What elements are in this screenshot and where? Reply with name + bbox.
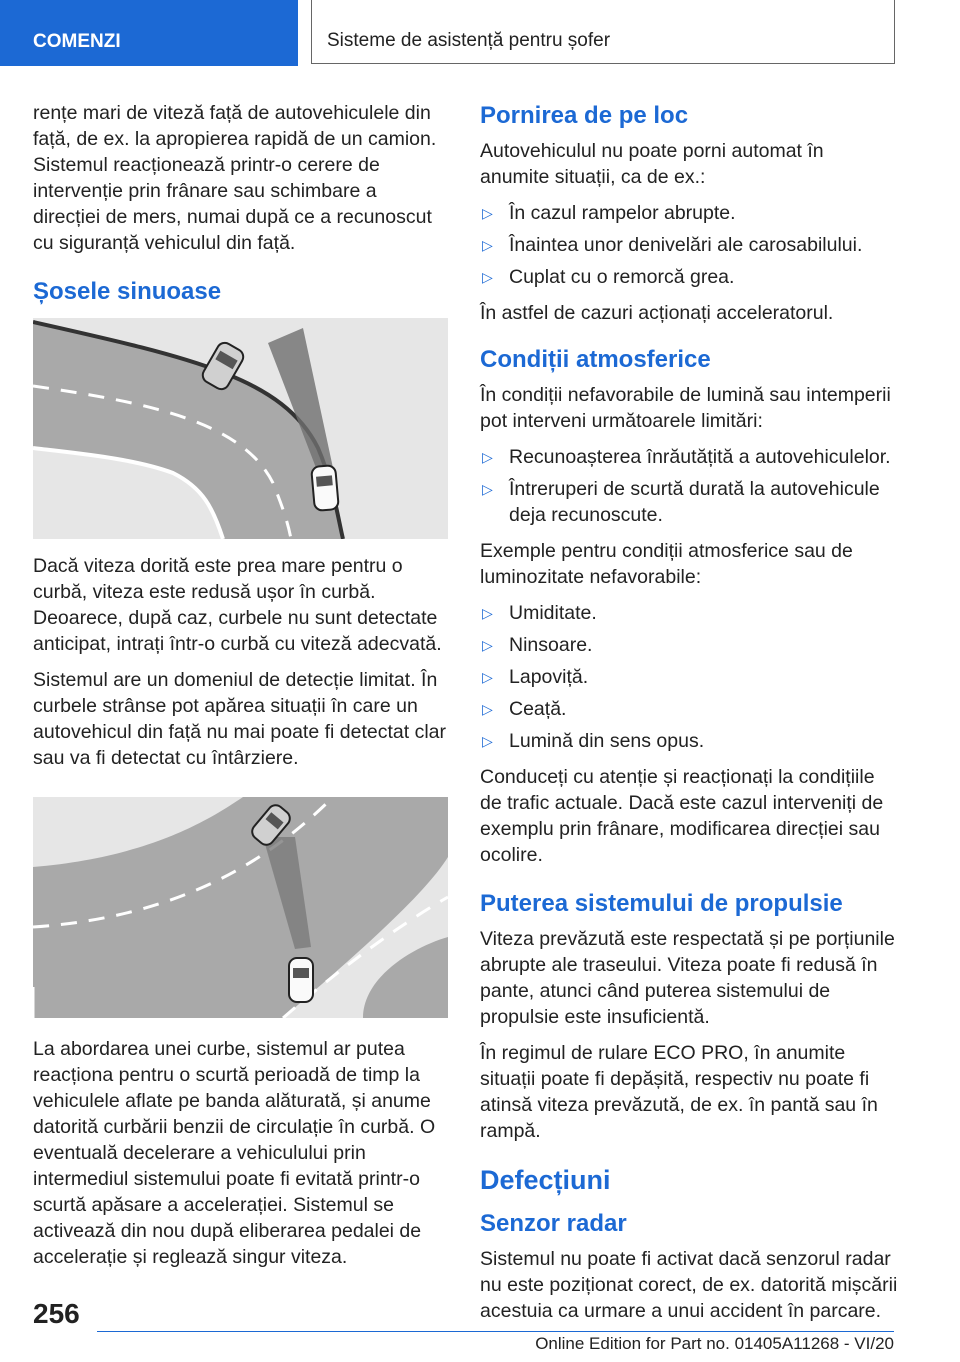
list-item: ▷ Lapoviță.	[482, 666, 589, 688]
bullet-triangle-icon: ▷	[482, 237, 493, 253]
paragraph-puterea-2: În regimul de rulare ECO PRO, în anumite situații poate fi depășită, respectiv nu poate fi atinsă viteza prevăzută, de ex. în pantă sau în rampă.	[480, 1042, 878, 1142]
list-pornirea	[480, 200, 898, 290]
page-header	[0, 0, 960, 66]
bullet-triangle-icon: ▷	[482, 669, 493, 685]
illustration-curve-road-2	[33, 797, 448, 1018]
list-item: ▷ Întreruperi de scurtă durată la autovehicule deja recunoscute.	[482, 478, 880, 526]
list-item: ▷ Ninsoare.	[482, 634, 593, 656]
paragraph-viteza-curba: Dacă viteza dorită este prea mare pentru o curbă, viteza este redusă ușor în curbă. Deoarece, după caz, curbele nu sunt detectate anticipat, intrați într-o curbă cu viteză adecvată.	[33, 555, 442, 655]
paragraph-pornirea: Autovehiculul nu poate porni automat în anumite situații, ca de ex.:	[480, 140, 824, 188]
paragraph-conditii: În condiții nefavorabile de lumină sau intemperii pot interveni următoarele limitări:	[480, 384, 891, 432]
paragraph-intro: rențe mari de viteză față de autovehiculele din față, de ex. la apropierea rapidă de un camion. Sistemul reacționează printr-o cerere de intervenție prin frânare sau schimbare a direcției de mers, numai după ce a recunoscut cu siguranță vehiculul din față.	[33, 102, 437, 254]
list-item: ▷ Cuplat cu o remorcă grea.	[482, 266, 735, 288]
heading-puterea-sistemului: Puterea sistemului de propulsie	[480, 890, 843, 917]
heading-defectiuni: Defecțiuni	[480, 1165, 611, 1195]
bullet-triangle-icon: ▷	[482, 449, 493, 465]
right-column	[480, 100, 898, 1334]
bullet-triangle-icon: ▷	[482, 733, 493, 749]
left-column	[33, 100, 448, 1280]
bullet-triangle-icon: ▷	[482, 701, 493, 717]
list-item: ▷ În cazul rampelor abrupte.	[482, 202, 736, 224]
list-item: ▷ Ceață.	[482, 698, 567, 720]
list-item: ▷ Recunoașterea înrăutățită a autovehiculelor.	[482, 446, 891, 468]
list-item: ▷ Lumină din sens opus.	[482, 730, 705, 752]
bullet-triangle-icon: ▷	[482, 481, 493, 497]
bullet-triangle-icon: ▷	[482, 637, 493, 653]
heading-sosele-sinuoase: Șosele sinuoase	[33, 278, 222, 305]
page-number: 256	[33, 1298, 80, 1329]
heading-senzor-radar: Senzor radar	[480, 1210, 627, 1237]
list-exemple	[480, 600, 898, 754]
paragraph-conduceti: Conduceți cu atenție și reacționați la condițiile de trafic actuale. Dacă este cazul interveniți de exemplu prin frânare, modificarea direcției sau ocolire.	[480, 766, 884, 866]
car-rear	[289, 958, 313, 1002]
footer-edition: Online Edition for Part no. 01405A11268 - VI/20	[535, 1334, 894, 1353]
heading-conditii-atmosferice: Condiții atmosferice	[480, 346, 711, 373]
list-item: ▷ Umiditate.	[482, 602, 597, 624]
list-conditii	[480, 444, 898, 528]
paragraph-senzor-radar: Sistemul nu poate fi activat dacă senzorul radar nu este poziționat corect, de ex. datorită mișcării acestuia ca urmare a unui accident în parcare.	[480, 1248, 898, 1322]
bullet-triangle-icon: ▷	[482, 269, 493, 285]
paragraph-abordare-curbe: La abordarea unei curbe, sistemul ar putea reacționa pentru o scurtă perioadă de timp la vehiculele aflate pe banda alăturată, și anume datorită curbării benzii de circulație în curbă. O eventuală decelerare a vehiculului prin intermediul sistemului poate fi evitată printr-o scurtă apăsare a accelerației. Sistemul se activează din nou după eliberarea pedalei de accelerație și reglează singur viteza.	[33, 1038, 436, 1268]
paragraph-exemple: Exemple pentru condiții atmosferice sau de luminozitate nefavorabile:	[480, 540, 853, 588]
paragraph-puterea-1: Viteza prevăzută este respectată și pe porțiunile abrupte ale traseului. Viteza poate fi redusă în pante, atunci când puterea sistemului de propulsie este insuficientă.	[480, 928, 895, 1028]
paragraph-domeniu-detectie: Sistemul are un domeniul de detecție limitat. În curbele strânse pot apărea situații în care un autovehicul din față nu mai poate fi detectat clar sau va fi detectat cu întârziere.	[33, 669, 447, 769]
bullet-triangle-icon: ▷	[482, 205, 493, 221]
footer-divider	[97, 1331, 894, 1332]
list-item: ▷ Înaintea unor denivelări ale carosabilului.	[482, 234, 863, 256]
chapter-tab[interactable]: Sisteme de asistență pentru șofer	[311, 0, 895, 64]
car-rear	[311, 465, 339, 511]
bullet-triangle-icon: ▷	[482, 605, 493, 621]
paragraph-accelerator: În astfel de cazuri acționați acceleratorul.	[480, 302, 834, 324]
illustration-curve-road-1	[33, 318, 448, 539]
heading-pornirea-de-pe-loc: Pornirea de pe loc	[480, 102, 689, 129]
section-tab[interactable]: COMENZI	[0, 0, 298, 66]
